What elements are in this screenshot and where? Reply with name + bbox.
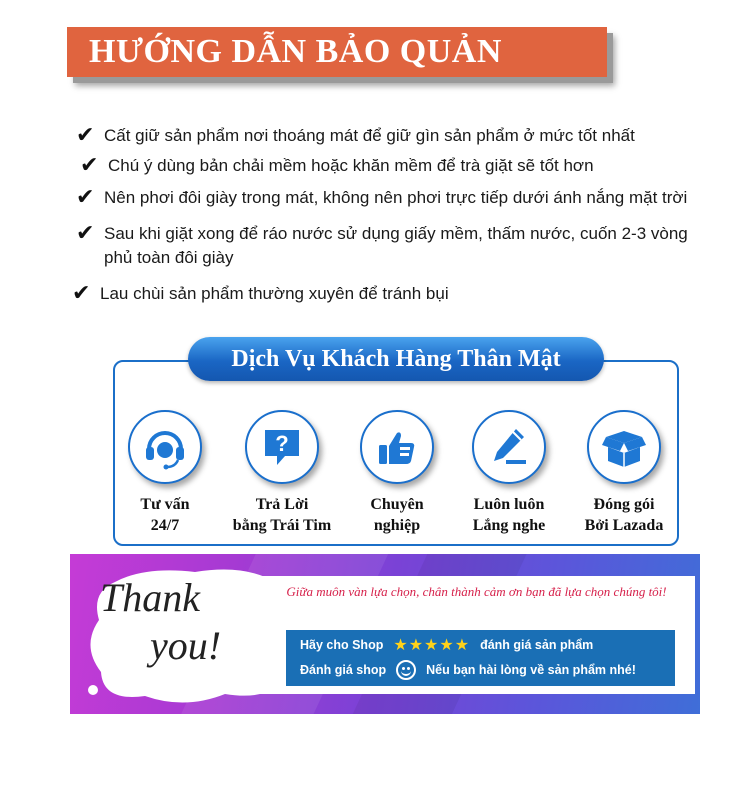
rating-bar [286,630,675,686]
service-icon-circle [245,410,319,484]
page-title: HƯỚNG DẪN BẢO QUẢN [89,33,502,70]
checkmark-icon: ✔ [76,221,95,246]
review-row: Đánh giá shop Nếu bạn hài lòng về sản phẩm nhé! [286,660,675,680]
thanks-message: Giữa muôn vàn lựa chọn, chân thành cảm ơn bạn đã lựa chọn chúng tôi! [286,584,667,599]
smiley-icon [396,660,416,680]
pencil-icon [486,424,532,470]
care-text: Chú ý dùng bản chải mềm hoặc khăn mềm để trà giặt sẽ tốt hơn [108,156,594,175]
service-icon-circle [587,410,661,484]
service-label: Chuyên nghiệp [370,496,424,534]
question-bubble-icon [259,424,305,470]
thank-you-banner [70,554,700,714]
care-text: Lau chùi sản phẩm thường xuyên để tránh bụi [100,284,449,303]
service-item-listen [459,410,559,536]
list-item [76,124,635,148]
checkmark-icon: ✔ [76,123,95,148]
care-text: Sau khi giặt xong để ráo nước sử dụng giấy mềm, thấm nước, cuốn 2-3 vòng phủ toàn đôi giày [104,224,688,267]
service-icon-circle [472,410,546,484]
thumbs-up-icon [374,424,420,470]
list-item [76,222,706,270]
list-item [76,186,687,210]
service-label: Trả Lời bằng Trái Tim [232,496,332,534]
service-item-package [574,410,674,536]
list-item [80,154,594,178]
service-icon-circle [128,410,202,484]
rating-row: Hãy cho Shop ★★★★★ đánh giá sản phẩm [300,635,594,654]
service-item-answer [232,410,332,536]
service-item-professional [347,410,447,536]
care-text: Cất giữ sản phẩm nơi thoáng mát để giữ gìn sản phẩm ở mức tốt nhất [104,126,635,145]
service-icon-circle [360,410,434,484]
list-item [72,282,449,306]
thanks-card [258,576,695,694]
care-text: Nên phơi đôi giày trong mát, không nên phơi trực tiếp dưới ánh nắng mặt trời [104,188,688,207]
service-title: Dịch Vụ Khách Hàng Thân Mật [231,345,561,372]
star-rating-icon: ★★★★★ [393,635,471,654]
checkmark-icon: ✔ [76,185,95,210]
service-title-pill [188,337,604,381]
thank-you-text: Thank you! [100,575,222,668]
svg-text:?: ? [275,431,289,456]
checkmark-icon: ✔ [80,153,99,178]
service-label: Tư vấn 24/7 [140,496,190,534]
title-banner [67,27,607,77]
service-label: Đóng gói Bởi Lazada [584,496,664,534]
service-item-consult [115,410,215,536]
package-box-icon [600,423,648,471]
service-label: Luôn luôn Lắng nghe [472,496,546,534]
checkmark-icon: ✔ [72,281,91,306]
headset-icon [141,423,189,471]
